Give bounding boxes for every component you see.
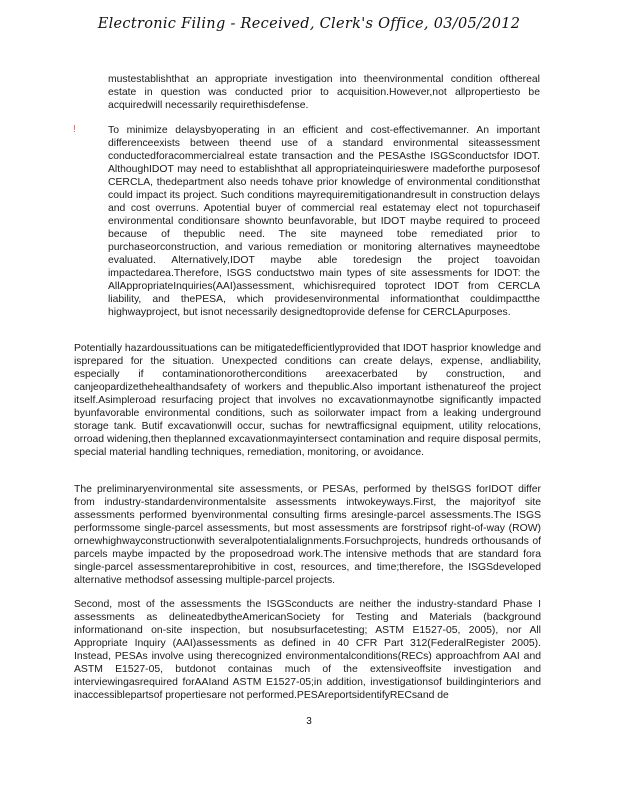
paragraph-minimize-delays: To minimize delaysbyoperating in an efficient and cost-effectivemanner. An important differenceexists between theend use of a standard environmental siteassessment conductedforacommercialreal estate transaction and the PESAsthe ISGSconductsfor IDOT. AlthoughIDOT may need to establishthat all appropriateinquirieswere madeforthe purposesof CERCLA, thedepartment also needs tohave prior knowledge of environmental conditionsthat could impact its project. Such conditions mayrequiremitigationandresult in construction delays and cost overruns. Apotential buyer of commercial real estatemay elect not topurchaseif environmental conditionsare shownto beunfavorable, but IDOT maybe required to proceed because of thepublic need. The site mayneed tobe remediated prior to purchaseorconstruction, and various remediation or monitoring alternatives mayneedtobe evaluated. Alternatively,IDOT maybe able toredesign the project toavoidan impactedarea.Therefore, ISGS conductstwo main types of site assessments for IDOT: the AllAppropriateInquiries(AAI)assessment, whichisrequired toprotect IDOT from CERCLA liability, and thePESA, which providesenvironmental informationthat couldimpactthe highwayproject, but isnot necessarily designedtoprovide defense for CERCLApurposes. — [108, 125, 540, 318]
page-number: 3 — [306, 716, 312, 727]
paragraph-second-difference: Second, most of the assessments the ISGSconducts are neither the industry-standard Phase I assessments as delineatedbytheAmericanSociety for Testing and Materials (background informationand on-site inspection, but nosubsurfacetesting; ASTM E1527-05, 2005), nor All Appropriate Inquiry (AAI)assessments as defined in 40 CFR Part 312(FederalRegister 2005). Instead, PESAs involve using therecognized environmentalconditions(RECs) approachfrom AAI and ASTM E1527-05, butdonot containas much of the extensiveoffsite investigation and interviewingasrequired forAAIand ASTM E1527-05;in addition, investigationsof buildinginteriors and inaccessiblepartsof propertiesare not performed.PESAreportsidentifyRECsand de — [74, 599, 541, 701]
paragraph-pesa-differences: The preliminaryenvironmental site assessments, or PESAs, performed by theISGS forIDOT differ from industry-standardenvironmentalsite assessments intwokeyways.First, the majorityof site assessments performed byenvironmental consulting firms aresingle-parcel assessments.The ISGS performssome single-parcel assessments, but most assessments are forstripsof right-of-way (ROW) ornewhighwayconstructionwith severalpotentialalignments.Forsuchprojects, hundreds orthousands of parcels maybe impacted by the proposedroad work.The intensive methods that are standard fora single-parcel assessmentareprohibitive in cost, resources, and time;therefore, the ISGSdeveloped alternative methodsof assessing multiple-parcel projects. — [74, 484, 541, 586]
paragraph-continuation: mustestablishthat an appropriate investigation into theenvironmental condition ofthereal estate in question was conducted prior to acquisition.However,not allpropertiesto be acquiredwill necessarily requirethisdefense. — [108, 74, 540, 111]
paragraph-hazardous-situations: Potentially hazardoussituations can be mitigatedefficientlyprovided that IDOT hasprior knowledge and isprepared for the situation. Unexpected conditions can create delays, expense, andliability, especially if contaminationorotherconditions areexacerbated by construction, and canjeopardizethehealthandsafety of workers and thepublic.Also important isthenatureof the project itself.Asimpleroad resurfacing project that involves no excavationmaynotbe significantly impacted byunfavorable environmental conditions, such as soilorwater impact from a leaking underground storage tank. Butif excavationwill occur, suchas for newtrafficsignal equipment, utility relocations, orroad widening,then theplanned excavationmayintersect contamination and require disposal permits, special material handling techniques, remediation, monitoring, or avoidance. — [74, 343, 541, 458]
bullet-mark: ! — [73, 124, 76, 135]
filing-stamp-header: Electronic Filing - Received, Clerk's Office, 03/05/2012 — [97, 16, 521, 32]
